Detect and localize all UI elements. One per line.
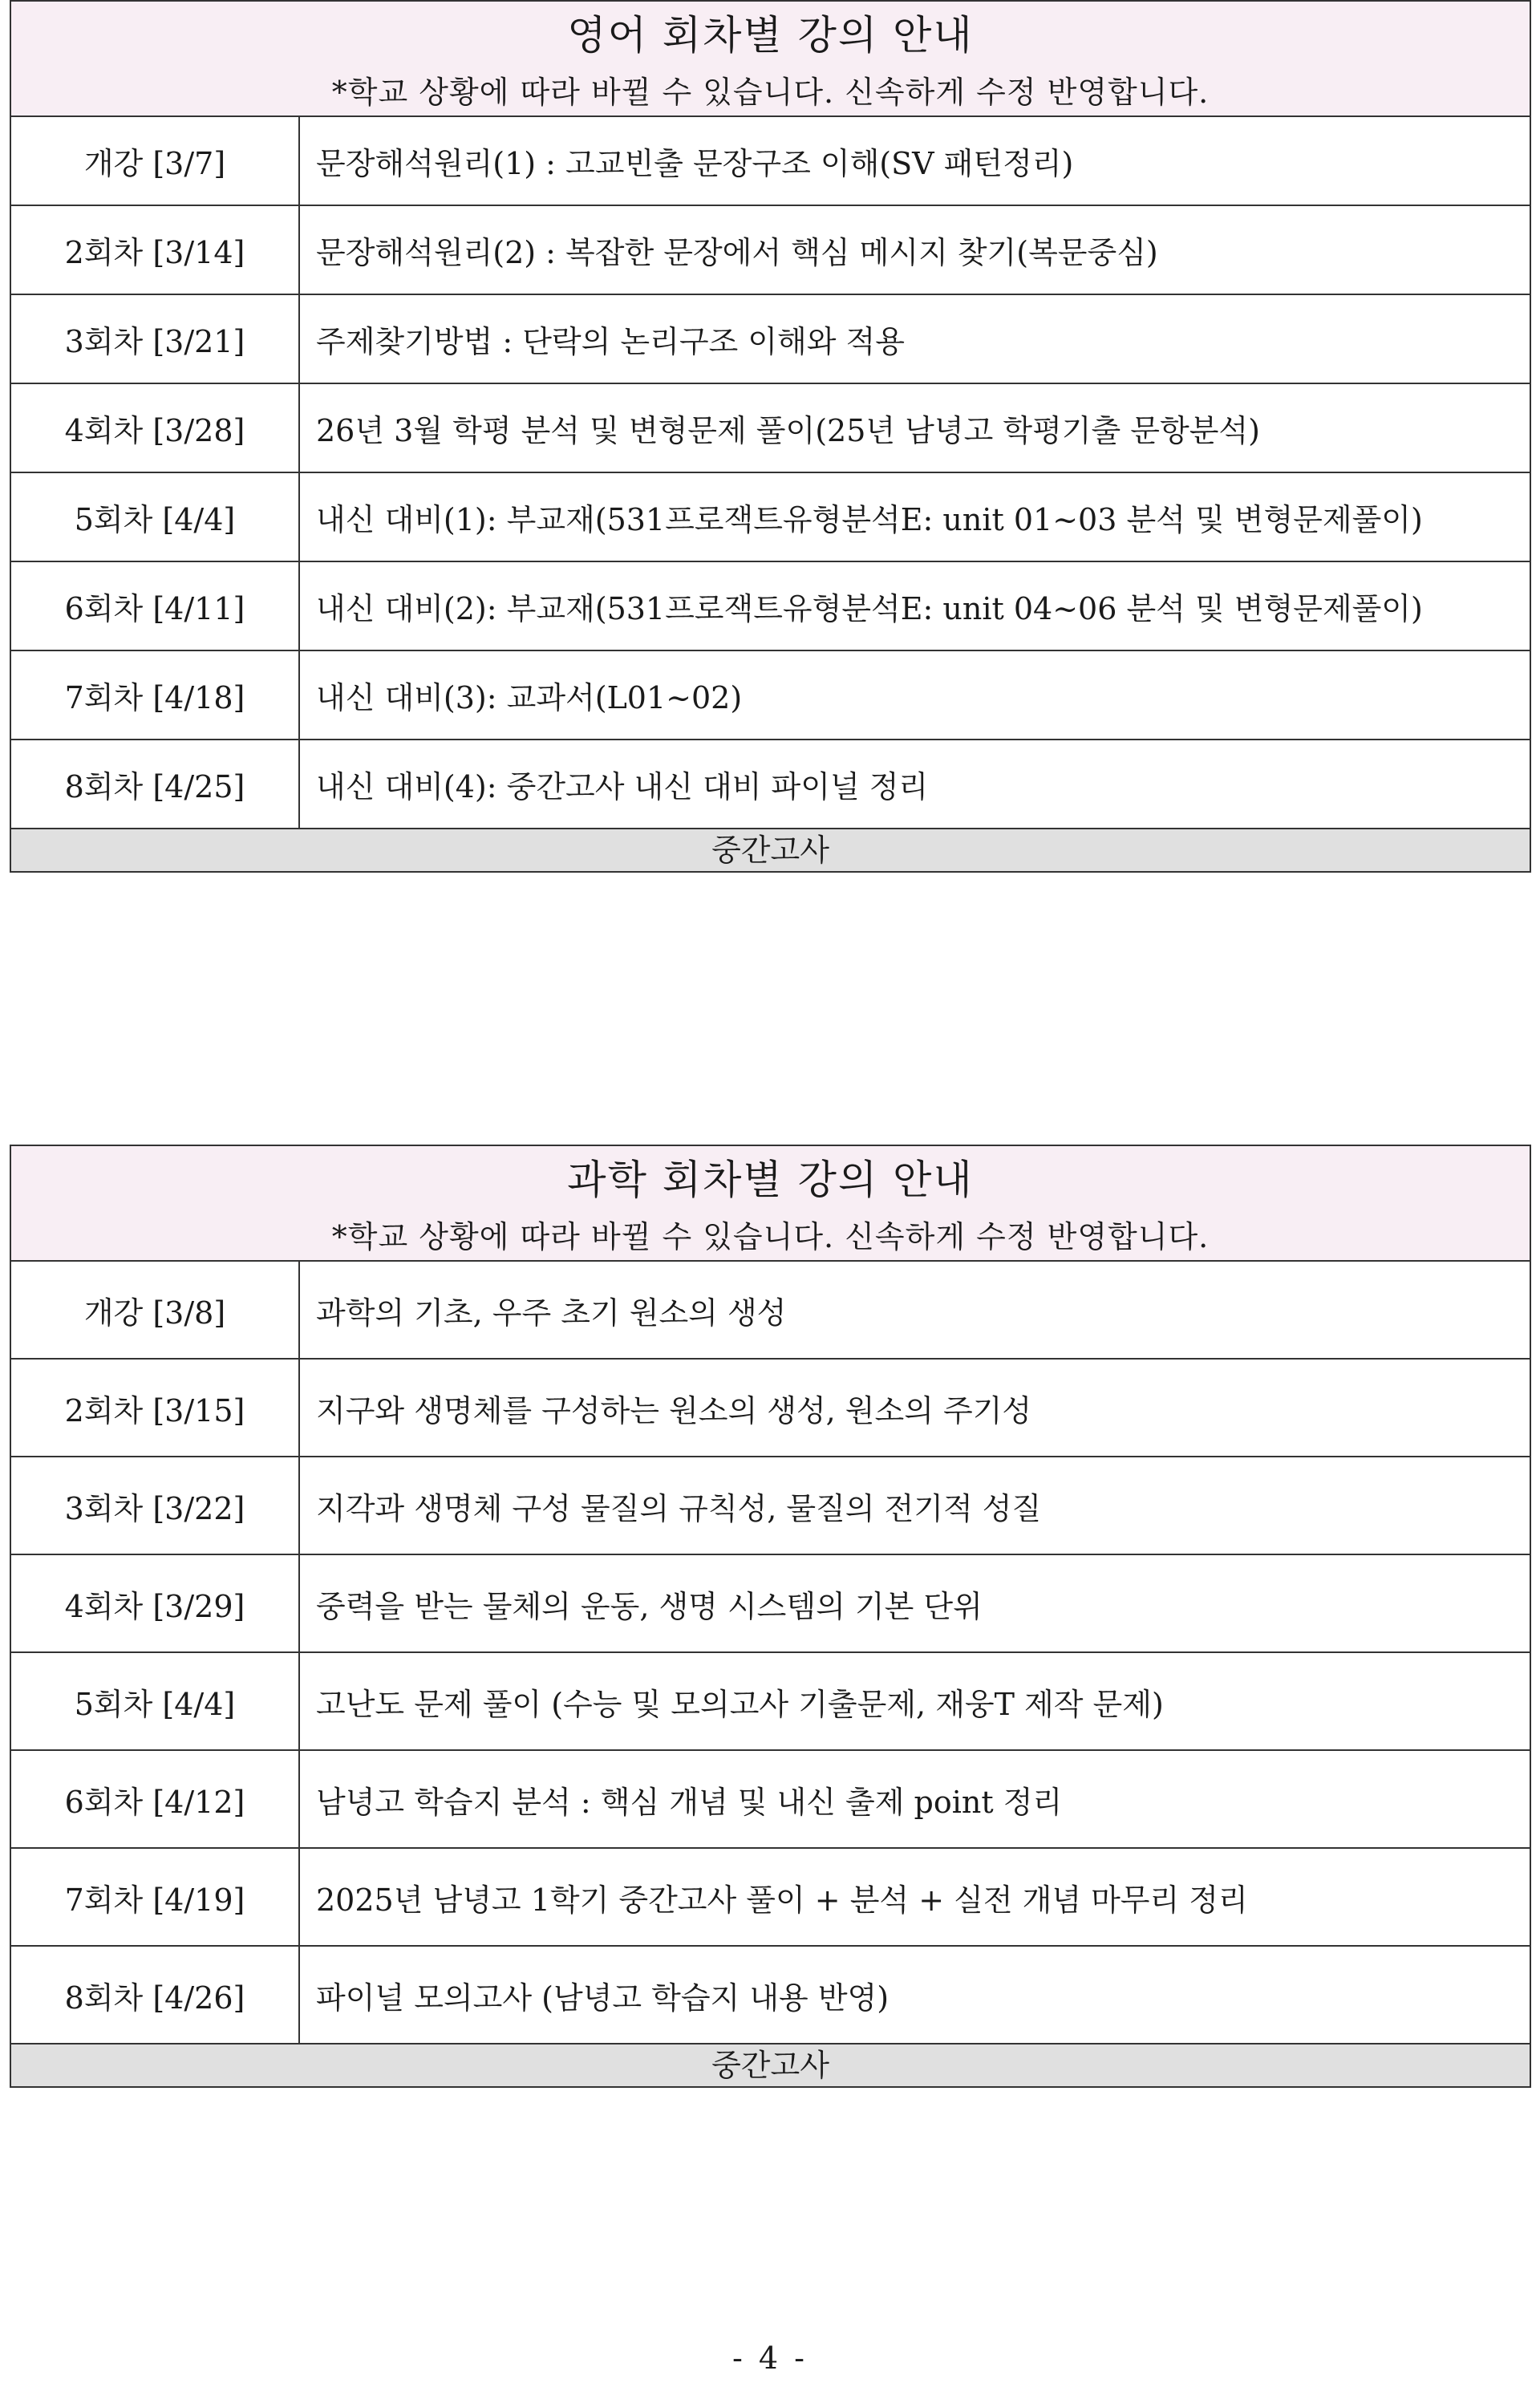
session-topic: 남녕고 학습지 분석 : 핵심 개념 및 내신 출제 point 정리 (316, 1784, 1063, 1820)
page-number: - 4 - (732, 2340, 808, 2376)
table-row (11, 562, 1530, 651)
session-label: 개강 [3/8] (11, 1262, 300, 1358)
table-row (11, 206, 1530, 295)
table-row (11, 740, 1530, 829)
table-row (11, 1849, 1530, 1947)
session-topic: 내신 대비(3): 교과서(L01~02) (316, 680, 743, 715)
science-schedule-title: 과학 회차별 강의 안내 (567, 1157, 974, 1203)
table-row (11, 1360, 1530, 1457)
session-topic: 내신 대비(2): 부교재(531프로잭트유형분석E: unit 04~06 분석 및 변형문제풀이) (316, 591, 1423, 626)
english-schedule-note: *학교 상황에 따라 바뀔 수 있습니다. 신속하게 수정 반영합니다. (331, 75, 1210, 110)
table-row (11, 295, 1530, 384)
table-row (11, 1751, 1530, 1849)
table-row (11, 1555, 1530, 1653)
session-label: 3회차 [3/21] (11, 295, 300, 383)
session-topic: 26년 3월 학평 분석 및 변형문제 풀이(25년 남녕고 학평기출 문항분석) (316, 413, 1260, 448)
session-topic: 지각과 생명체 구성 물질의 규칙성, 물질의 전기적 성질 (316, 1490, 1042, 1526)
session-label: 2회차 [3/14] (11, 206, 300, 294)
session-topic: 과학의 기초, 우주 초기 원소의 생성 (316, 1295, 787, 1331)
session-topic: 주제찾기방법 : 단락의 논리구조 이해와 적용 (316, 324, 905, 359)
session-label: 7회차 [4/18] (11, 651, 300, 739)
table-row (11, 384, 1530, 473)
session-topic: 내신 대비(1): 부교재(531프로잭트유형분석E: unit 01~03 분석 및 변형문제풀이) (316, 502, 1423, 537)
session-topic: 문장해석원리(1) : 고교빈출 문장구조 이해(SV 패턴정리) (316, 146, 1074, 181)
session-topic: 문장해석원리(2) : 복잡한 문장에서 핵심 메시지 찾기(복문중심) (316, 235, 1158, 270)
session-label: 2회차 [3/15] (11, 1360, 300, 1456)
english-schedule-footer: 중간고사 (11, 829, 1530, 871)
session-label: 5회차 [4/4] (11, 473, 300, 561)
table-row (11, 1947, 1530, 2044)
session-label: 4회차 [3/28] (11, 384, 300, 472)
session-label: 7회차 [4/19] (11, 1849, 300, 1945)
session-label: 4회차 [3/29] (11, 1555, 300, 1651)
session-label: 6회차 [4/12] (11, 1751, 300, 1847)
session-label: 3회차 [3/22] (11, 1457, 300, 1554)
english-schedule-table (10, 0, 1531, 873)
table-row (11, 1262, 1530, 1360)
session-label: 6회차 [4/11] (11, 562, 300, 650)
session-topic: 중력을 받는 물체의 운동, 생명 시스템의 기본 단위 (316, 1588, 983, 1624)
english-schedule-header (11, 2, 1530, 117)
science-schedule-note: *학교 상황에 따라 바뀔 수 있습니다. 신속하게 수정 반영합니다. (331, 1219, 1210, 1254)
science-schedule-footer: 중간고사 (11, 2044, 1530, 2086)
science-schedule-table (10, 1145, 1531, 2088)
session-topic: 2025년 남녕고 1학기 중간고사 풀이 + 분석 + 실전 개념 마무리 정리 (316, 1882, 1248, 1918)
table-row (11, 651, 1530, 740)
session-topic: 파이널 모의고사 (남녕고 학습지 내용 반영) (316, 1980, 890, 2016)
session-topic: 내신 대비(4): 중간고사 내신 대비 파이널 정리 (316, 769, 929, 804)
science-schedule-header (11, 1146, 1530, 1262)
table-row (11, 1457, 1530, 1555)
session-label: 개강 [3/7] (11, 117, 300, 205)
table-row (11, 117, 1530, 206)
session-topic: 지구와 생명체를 구성하는 원소의 생성, 원소의 주기성 (316, 1392, 1032, 1428)
session-label: 5회차 [4/4] (11, 1653, 300, 1749)
session-topic: 고난도 문제 풀이 (수능 및 모의고사 기출문제, 재웅T 제작 문제) (316, 1686, 1164, 1722)
english-schedule-title: 영어 회차별 강의 안내 (567, 12, 974, 59)
table-row (11, 1653, 1530, 1751)
table-row (11, 473, 1530, 562)
session-label: 8회차 [4/26] (11, 1947, 300, 2043)
session-label: 8회차 [4/25] (11, 740, 300, 828)
